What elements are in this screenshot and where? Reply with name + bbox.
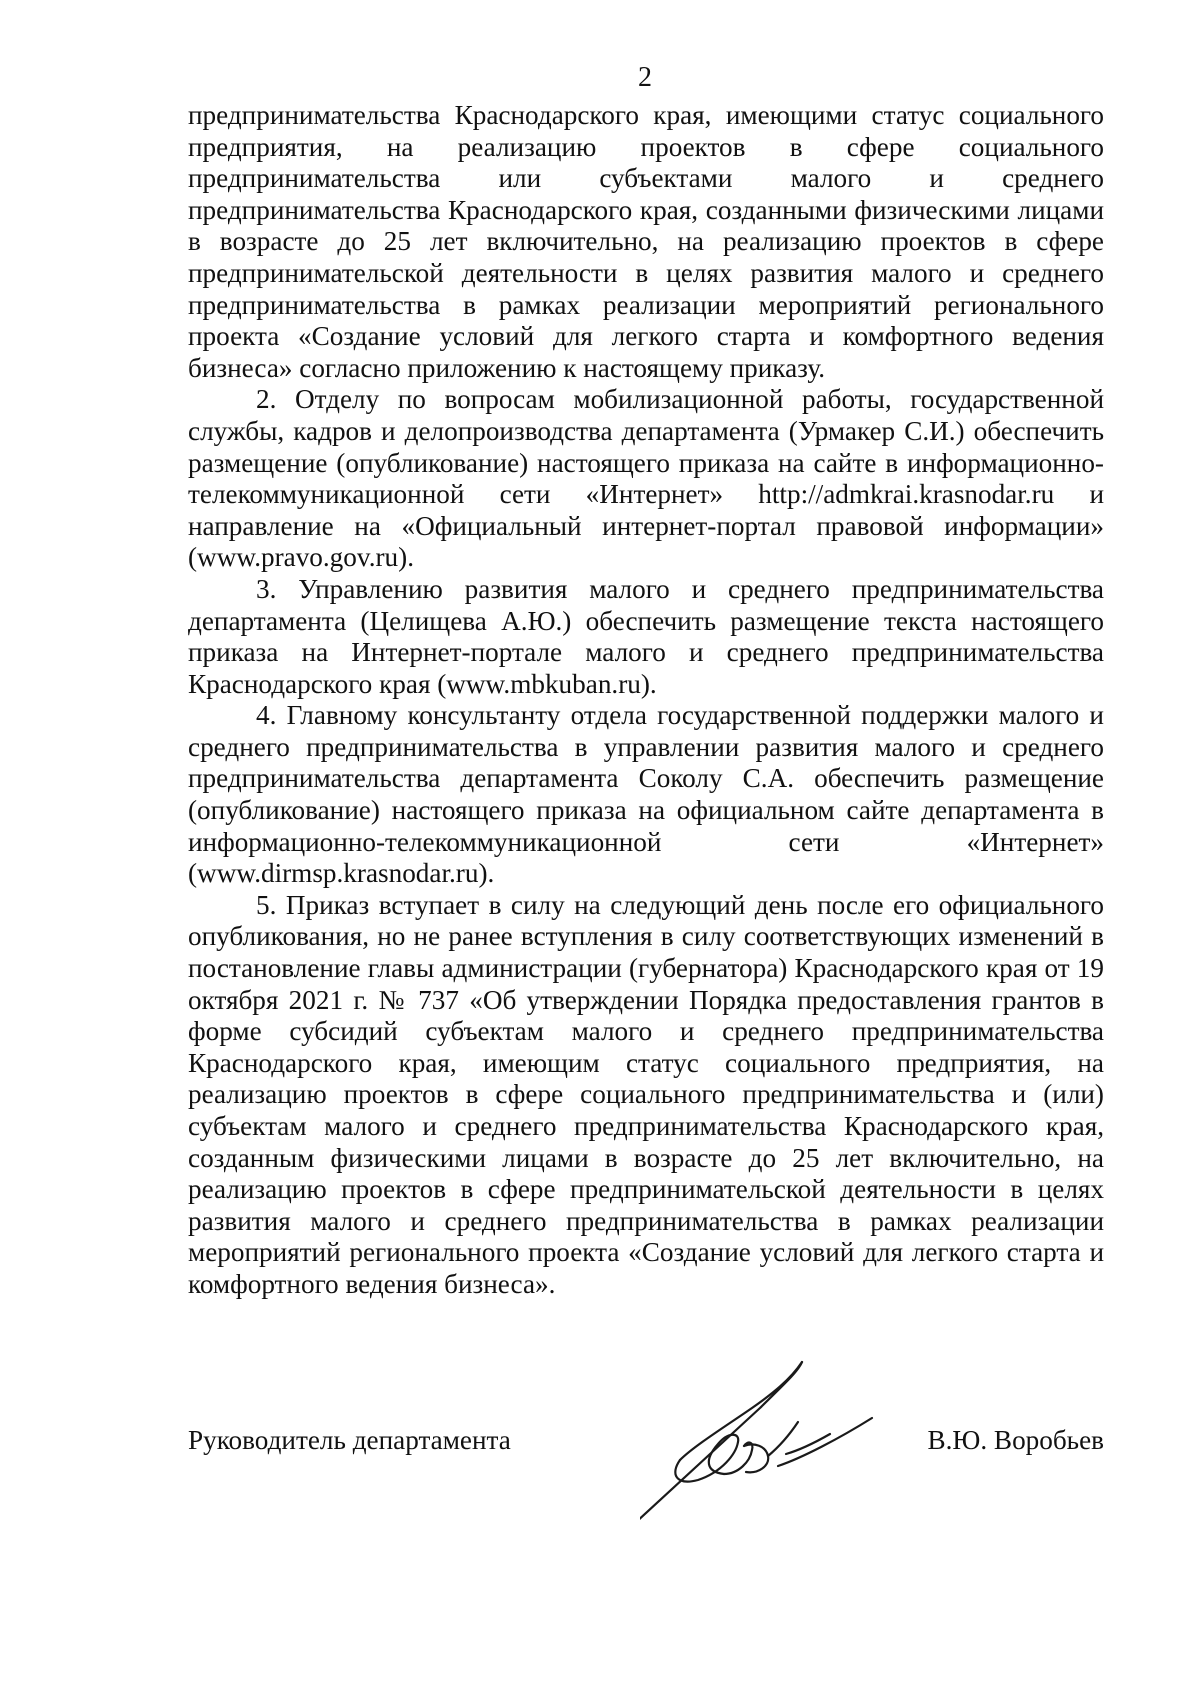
signer-position: Руководитель департамента [188, 1425, 511, 1455]
signer-name: В.Ю. Воробьев [927, 1425, 1104, 1455]
signature-block [188, 1424, 1104, 1464]
page-number: 2 [638, 62, 652, 93]
paragraph-item-2: 2. Отделу по вопросам мобилизационной работы, государственной службы, кадров и делопроизводства департамента (Урмакер С.И.) обеспечить размещение (опубликование) настоящего приказа на сайте в информационно-телекоммуникационной сети «Интернет» http://admkrai.krasnodar.ru и направление на «Официальный интернет-портал правовой информации» (www.pravo.gov.ru). [188, 384, 1104, 573]
paragraph-item-5: 5. Приказ вступает в силу на следующий день после его официального опубликования, но не ранее вступления в силу соответствующих изменений в постановление главы администрации (губернатора) Краснодарского края от 19 октября 2021 г. № 737 «Об утверждении Порядка предоставления грантов в форме субсидий субъектам малого и среднего предпринимательства Краснодарского края, имеющим статус социального предприятия, на реализацию проектов в сфере социального предпринимательства и (или) субъектам малого и среднего предпринимательства Краснодарского края, созданным физическими лицами в возрасте до 25 лет включительно, на реализацию проектов в сфере предпринимательской деятельности в целях развития малого и среднего предпринимательства в рамках реализации мероприятий регионального проекта «Создание условий для легкого старта и комфортного ведения бизнеса». [188, 889, 1104, 1299]
paragraph-continuation: предпринимательства Краснодарского края, имеющими статус социального предприятия, на реализацию проектов в сфере социального предпринимательства или субъектами малого и среднего предпринимательства Краснодарского края, созданными физическими лицами в возрасте до 25 лет включительно, на реализацию проектов в сфере предпринимательской деятельности в целях развития малого и среднего предпринимательства в рамках реализации мероприятий регионального проекта «Создание условий для легкого старта и комфортного ведения бизнеса» согласно приложению к настоящему приказу. [188, 100, 1104, 383]
document-body [188, 100, 1104, 1301]
paragraph-item-3: 3. Управлению развития малого и среднего предпринимательства департамента (Целищева А.Ю.) обеспечить размещение текста настоящего приказа на Интернет-портале малого и среднего предпринимательства Краснодарского края (www.mbkuban.ru). [188, 573, 1104, 699]
paragraph-item-4: 4. Главному консультанту отдела государственной поддержки малого и среднего предпринимательства в управлении развития малого и среднего предпринимательства департамента Соколу С.А. обеспечить размещение (опубликование) настоящего приказа на официальном сайте департамента в информационно-телекоммуникационной сети «Интернет» (www.dirmsp.krasnodar.ru). [188, 700, 1104, 889]
